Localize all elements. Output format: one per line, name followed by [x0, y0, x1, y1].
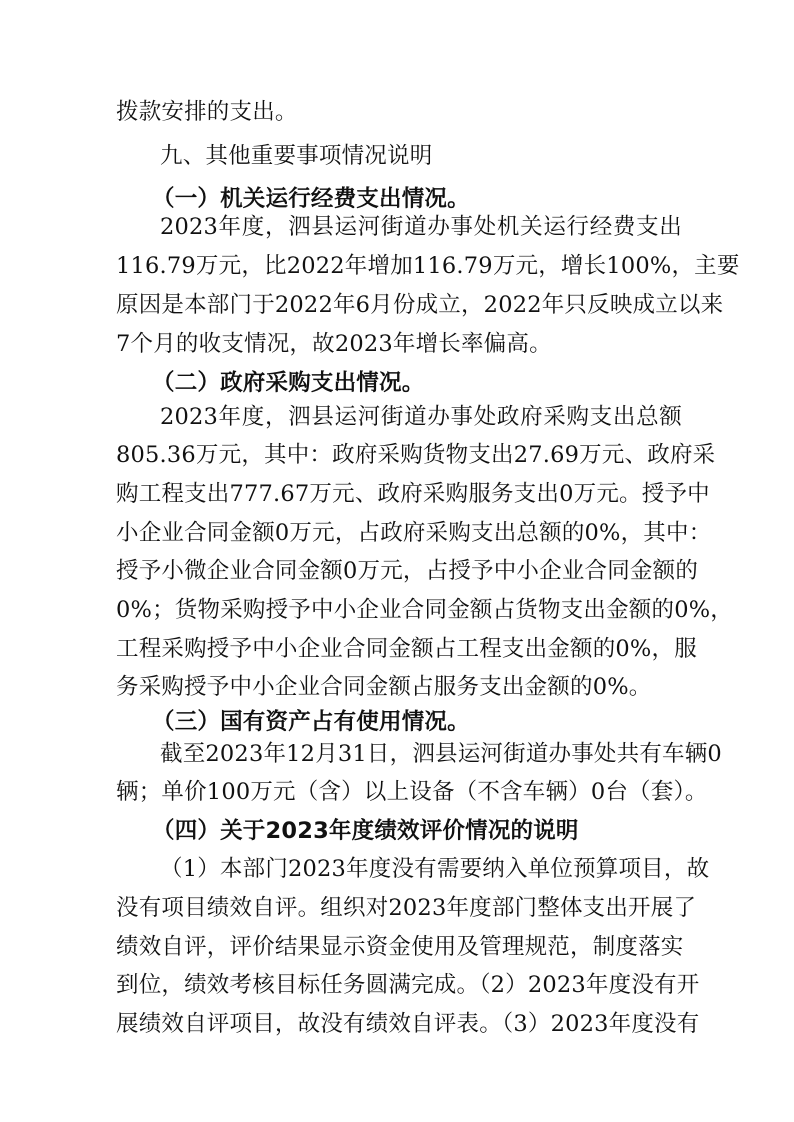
paragraph-line: （1）本部门2023年度没有需要纳入单位预算项目，故: [160, 856, 710, 882]
paragraph-line: 到位，绩效考核目标任务圆满完成。（2）2023年度没有开: [116, 972, 700, 998]
paragraph-line: 辆；单价100万元（含）以上设备（不含车辆）0台（套）。: [116, 779, 708, 805]
paragraph-line: 0%；货物采购授予中小企业合同金额占货物支出金额的0%，: [116, 597, 733, 623]
paragraph-line: 没有项目绩效自评。组织对2023年度部门整体支出开展了: [116, 895, 697, 921]
section-heading: 九、其他重要事项情况说明: [160, 143, 433, 169]
subsection-heading: （三）国有资产占有使用情况。: [152, 709, 470, 735]
paragraph-line: 116.79万元，比2022年增加116.79万元，增长100%，主要: [116, 253, 740, 279]
paragraph-line: 小企业合同金额0万元，占政府采购支出总额的0%，其中：: [116, 520, 712, 546]
paragraph-line: 7个月的收支情况，故2023年增长率偏高。: [116, 331, 552, 357]
paragraph-line: 原因是本部门于2022年6月份成立，2022年只反映成立以来: [116, 292, 724, 318]
paragraph-line: 工程采购授予中小企业合同金额占工程支出金额的0%，服: [116, 636, 697, 662]
paragraph-line: 2023年度，泗县运河街道办事处机关运行经费支出: [160, 214, 682, 240]
subsection-heading: （四）关于2023年度绩效评价情况的说明: [152, 818, 579, 844]
paragraph-line: 授予小微企业合同金额0万元，占授予中小企业合同金额的: [116, 558, 699, 584]
paragraph-line: 2023年度，泗县运河街道办事处政府采购支出总额: [160, 404, 682, 430]
paragraph-line: 拨款安排的支出。: [116, 99, 298, 125]
paragraph-line: 805.36万元，其中：政府采购货物支出27.69万元、政府采: [116, 442, 716, 468]
paragraph-line: 务采购授予中小企业合同金额占服务支出金额的0%。: [116, 674, 652, 700]
paragraph-line: 截至2023年12月31日，泗县运河街道办事处共有车辆0: [160, 741, 722, 767]
paragraph-line: 绩效自评，评价结果显示资金使用及管理规范，制度落实: [116, 934, 684, 960]
paragraph-line: 展绩效自评项目，故没有绩效自评表。（3）2023年度没有: [116, 1011, 700, 1037]
subsection-heading: （二）政府采购支出情况。: [152, 370, 425, 396]
subsection-heading: （一）机关运行经费支出情况。: [152, 186, 470, 212]
paragraph-line: 购工程支出777.67万元、政府采购服务支出0万元。授予中: [116, 481, 710, 507]
